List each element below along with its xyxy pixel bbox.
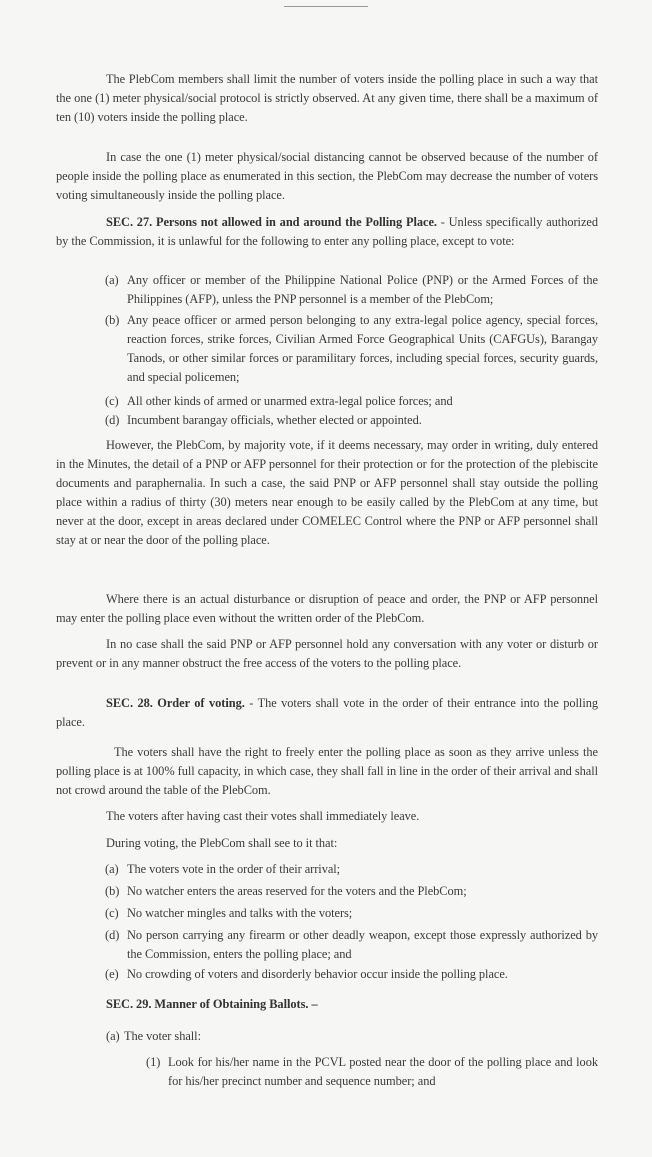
item-label: (c)	[105, 906, 119, 920]
item-text: The voter shall:	[124, 1029, 201, 1043]
section-27-intro	[56, 213, 598, 251]
item-text: Incumbent barangay officials, whether elected or appointed.	[127, 413, 422, 427]
section-28-intro	[56, 694, 598, 732]
item-label: (a)	[105, 273, 119, 287]
section-28-heading: SEC. 28. Order of voting.	[106, 696, 245, 710]
section-27-heading: SEC. 27. Persons not allowed in and around the Polling Place.	[106, 215, 437, 229]
item-label: (1)	[146, 1055, 161, 1069]
section-27-item-c	[105, 392, 598, 411]
paragraph-during-voting: During voting, the PlebCom shall see to it that:	[106, 836, 338, 850]
item-label: (d)	[105, 928, 120, 942]
item-text: All other kinds of armed or unarmed extra-legal police forces; and	[127, 394, 453, 408]
item-text: The voters vote in the order of their arrival;	[127, 862, 341, 876]
section-27-item-d	[105, 411, 598, 430]
paragraph-leave: The voters after having cast their votes shall immediately leave.	[106, 809, 420, 823]
paragraph-voter-limit: The PlebCom members shall limit the number of voters inside the polling place in such a way that the one (1) meter physical/social protocol is strictly observed. At any given time, there shall be a maximum of ten (10) voters inside the polling place.	[56, 72, 598, 125]
item-text: No crowding of voters and disorderly behavior occur inside the polling place.	[127, 967, 508, 981]
item-text: No watcher mingles and talks with the voters;	[127, 906, 353, 920]
paragraph-no-conversation: In no case shall the said PNP or AFP personnel hold any conversation with any voter or disturb or prevent or in any manner obstruct the free access of the voters to the polling place.	[56, 637, 598, 671]
section-29-heading-text: SEC. 29. Manner of Obtaining Ballots. –	[106, 997, 318, 1011]
section-27-item-b	[105, 311, 598, 387]
item-label: (a)	[105, 862, 119, 876]
section-28-item-c	[105, 904, 598, 923]
section-28-item-b	[105, 882, 598, 901]
section-28-item-e	[105, 965, 598, 984]
paragraph-however: However, the PlebCom, by majority vote, if it deems necessary, may order in writing, duly entered in the Minutes, the detail of a PNP or AFP personnel for their protection or for the protection of the plebiscite documents and paraphernalia. In such a case, the said PNP or AFP personnel shall stay outside the polling place within a radius of thirty (30) meters near enough to be easily called by the PlebCom at any time, but never at the door, except in areas declared under COMELEC Control where the PNP or AFP personnel shall stay at or near the door of the polling place.	[56, 438, 598, 548]
section-27-item-a	[105, 271, 598, 309]
item-label: (d)	[105, 413, 120, 427]
paragraph-disturbance: Where there is an actual disturbance or disruption of peace and order, the PNP or AFP personnel may enter the polling place even without the written order of the PlebCom.	[56, 592, 598, 626]
item-label: (b)	[105, 884, 120, 898]
item-label: (c)	[105, 394, 119, 408]
item-text: No watcher enters the areas reserved for the voters and the PlebCom;	[127, 884, 467, 898]
item-text: No person carrying any firearm or other deadly weapon, except those expressly authorized by the Commission, enters the polling place; and	[127, 928, 598, 962]
top-rule	[284, 6, 368, 7]
item-text: Any peace officer or armed person belonging to any extra-legal police agency, special forces, reaction forces, strike forces, Civilian Armed Force Geographical Units (CAFGUs), Barangay Tanods, or other similar forces or paramilitary forces, including special forces, security guards, and special policemen;	[127, 313, 598, 385]
item-label: (a)	[106, 1029, 120, 1043]
paragraph-right-to-enter: The voters shall have the right to freely enter the polling place as soon as they arrive unless the polling place is at 100% full capacity, in which case, they shall fall in line in the order of their arrival and shall not crowd around the table of the PlebCom.	[56, 745, 598, 798]
section-28-item-d	[105, 926, 598, 964]
item-label: (e)	[105, 967, 119, 981]
item-text: Any officer or member of the Philippine National Police (PNP) or the Armed Forces of the Philippines (AFP), unless the PNP personnel is a member of the PlebCom;	[127, 273, 598, 307]
section-28-item-a	[105, 860, 598, 879]
section-29-item-a	[106, 1027, 599, 1046]
item-label: (b)	[105, 313, 120, 327]
item-text: Look for his/her name in the PCVL posted near the door of the polling place and look for his/her precinct number and sequence number; and	[168, 1055, 598, 1089]
section-27-intro-text: - Unless specifically authorized by the Commission, it is unlawful for the following to enter any polling place, except to vote:	[56, 215, 598, 249]
section-29-sub-item-1	[146, 1053, 598, 1091]
paragraph-distancing: In case the one (1) meter physical/social distancing cannot be observed because of the number of people inside the polling place as enumerated in this section, the PlebCom may decrease the number of voters voting simultaneously inside the polling place.	[56, 150, 598, 203]
document-page	[56, 0, 598, 1157]
section-28-intro-text: - The voters shall vote in the order of their entrance into the polling place.	[56, 696, 599, 730]
section-29-heading	[106, 995, 598, 1014]
